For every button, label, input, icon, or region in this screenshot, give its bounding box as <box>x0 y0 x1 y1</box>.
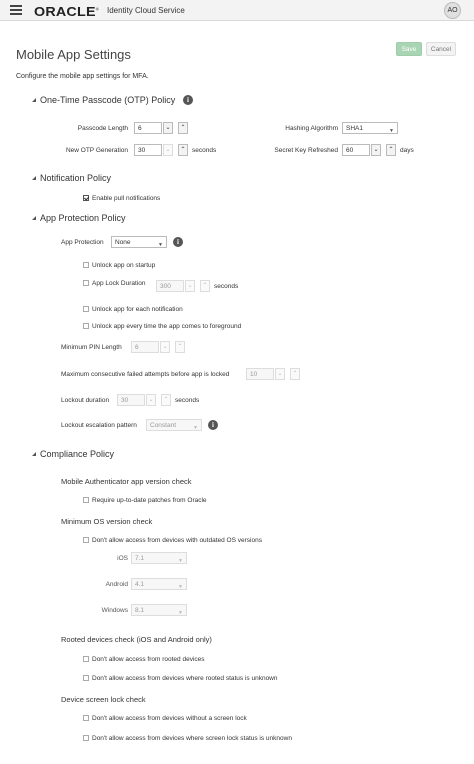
secret-key-increment-icon[interactable]: ⌃ <box>386 144 396 156</box>
authenticator-version-title: Mobile Authenticator app version check <box>61 477 192 486</box>
hashing-algorithm-label: Hashing Algorithm <box>285 125 338 132</box>
rooted-devices-checkbox[interactable] <box>83 656 89 662</box>
otp-policy-heading[interactable]: One-Time Passcode (OTP) Policy <box>32 95 175 105</box>
new-otp-generation-input[interactable]: 30 <box>134 144 162 156</box>
lockout-escalation-value: Constant <box>150 422 177 429</box>
unlock-foreground-checkbox[interactable] <box>83 323 89 329</box>
service-name: Identity Cloud Service <box>107 6 185 15</box>
collapse-triangle-icon <box>32 216 36 220</box>
app-lock-increment-icon[interactable]: ⌃ <box>200 280 210 292</box>
screen-lock-unknown-label: Don't allow access from devices where screen lock status is unknown <box>92 735 292 742</box>
lockout-duration-input[interactable]: 30 <box>117 394 145 406</box>
lockout-escalation-label: Lockout escalation pattern <box>61 422 137 429</box>
user-avatar[interactable]: AO <box>444 2 461 19</box>
no-screen-lock-label: Don't allow access from devices without a screen lock <box>92 715 247 722</box>
app-protection-policy-heading[interactable]: App Protection Policy <box>32 213 126 223</box>
collapse-triangle-icon <box>32 452 36 456</box>
app-protection-label: App Protection <box>61 239 104 246</box>
unlock-each-notification-label: Unlock app for each notification <box>92 306 183 313</box>
min-os-title: Minimum OS version check <box>61 517 153 526</box>
rooted-unknown-checkbox[interactable] <box>83 675 89 681</box>
outdated-os-checkbox[interactable] <box>83 537 89 543</box>
lockout-duration-unit: seconds <box>175 397 200 404</box>
app-lock-decrement-icon[interactable]: ⌄ <box>185 280 195 292</box>
passcode-length-input[interactable]: 6 <box>134 122 162 134</box>
ios-label: iOS <box>117 555 128 562</box>
collapse-triangle-icon <box>32 176 36 180</box>
rooted-unknown-label: Don't allow access from devices where rooted status is unknown <box>92 675 278 682</box>
min-pin-length-label: Minimum PIN Length <box>61 344 122 351</box>
max-failed-decrement-icon[interactable]: ⌄ <box>275 368 285 380</box>
max-failed-attempts-label: Maximum consecutive failed attempts before app is locked <box>61 371 230 378</box>
enable-pull-notifications-label: Enable pull notifications <box>92 195 161 202</box>
require-patches-checkbox[interactable] <box>83 497 89 503</box>
screen-lock-title: Device screen lock check <box>61 695 146 704</box>
chevron-down-icon: ▼ <box>178 610 183 616</box>
android-label: Android <box>105 581 128 588</box>
enable-pull-notifications-checkbox[interactable] <box>83 195 89 201</box>
save-button[interactable]: Save <box>396 42 422 56</box>
secret-key-refreshed-input[interactable]: 60 <box>342 144 370 156</box>
new-otp-increment-icon[interactable]: ⌃ <box>178 144 188 156</box>
min-pin-length-input[interactable]: 6 <box>131 341 159 353</box>
unlock-on-startup-checkbox[interactable] <box>83 262 89 268</box>
outdated-os-label: Don't allow access from devices with outdated OS versions <box>92 537 262 544</box>
android-version-value: 4.1 <box>135 581 145 588</box>
chevron-down-icon: ▼ <box>178 584 183 590</box>
new-otp-unit: seconds <box>192 147 217 154</box>
windows-version-select[interactable] <box>131 604 187 616</box>
chevron-down-icon: ▼ <box>158 242 163 248</box>
unlock-on-startup-label: Unlock app on startup <box>92 262 156 269</box>
hamburger-menu-icon[interactable] <box>10 5 22 15</box>
lockout-escalation-info-icon[interactable]: i <box>208 420 218 430</box>
app-lock-duration-label: App Lock Duration <box>92 280 146 287</box>
no-screen-lock-checkbox[interactable] <box>83 715 89 721</box>
otp-info-icon[interactable]: i <box>183 95 193 105</box>
lockout-escalation-select[interactable] <box>146 419 202 431</box>
new-otp-generation-label: New OTP Generation <box>65 147 128 154</box>
oracle-logo: ORACLE® <box>34 4 100 19</box>
passcode-length-label: Passcode Length <box>77 125 128 132</box>
chevron-down-icon: ▼ <box>178 558 183 564</box>
max-failed-increment-icon[interactable]: ⌃ <box>290 368 300 380</box>
min-pin-increment-icon[interactable]: ⌃ <box>175 341 185 353</box>
lockout-increment-icon[interactable]: ⌃ <box>161 394 171 406</box>
passcode-length-decrement-icon[interactable]: ⌄ <box>163 122 173 134</box>
android-version-select[interactable] <box>131 578 187 590</box>
app-lock-duration-checkbox[interactable] <box>83 280 89 286</box>
new-otp-decrement-icon[interactable]: ⌄ <box>163 144 173 156</box>
screen-lock-unknown-checkbox[interactable] <box>83 735 89 741</box>
app-protection-value: None <box>115 239 131 246</box>
unlock-each-notification-checkbox[interactable] <box>83 306 89 312</box>
rooted-devices-title: Rooted devices check (iOS and Android only) <box>61 635 212 644</box>
page-description: Configure the mobile app settings for MFA. <box>16 73 149 80</box>
unlock-foreground-label: Unlock app every time the app comes to foreground <box>92 323 242 330</box>
lockout-decrement-icon[interactable]: ⌄ <box>146 394 156 406</box>
ios-version-select[interactable] <box>131 552 187 564</box>
secret-key-decrement-icon[interactable]: ⌄ <box>371 144 381 156</box>
min-pin-decrement-icon[interactable]: ⌄ <box>160 341 170 353</box>
chevron-down-icon: ▼ <box>389 128 394 134</box>
windows-label: Windows <box>101 607 128 614</box>
lockout-duration-label: Lockout duration <box>61 397 110 404</box>
chevron-down-icon: ▼ <box>193 425 198 431</box>
notification-policy-heading[interactable]: Notification Policy <box>32 173 111 183</box>
app-header <box>0 0 474 21</box>
secret-key-unit: days <box>400 147 414 154</box>
require-patches-label: Require up-to-date patches from Oracle <box>92 497 207 504</box>
rooted-devices-label: Don't allow access from rooted devices <box>92 656 205 663</box>
app-protection-info-icon[interactable]: i <box>173 237 183 247</box>
collapse-triangle-icon <box>32 98 36 102</box>
secret-key-refreshed-label: Secret Key Refreshed <box>274 147 338 154</box>
ios-version-value: 7.1 <box>135 555 145 562</box>
page-title: Mobile App Settings <box>16 47 131 62</box>
hashing-algorithm-select[interactable] <box>342 122 398 134</box>
hashing-algorithm-value: SHA1 <box>346 125 363 132</box>
app-lock-duration-input[interactable]: 300 <box>156 280 184 292</box>
app-lock-duration-unit: seconds <box>214 283 239 290</box>
cancel-button[interactable]: Cancel <box>426 42 456 56</box>
passcode-length-increment-icon[interactable]: ⌃ <box>178 122 188 134</box>
compliance-policy-heading[interactable]: Compliance Policy <box>32 449 114 459</box>
app-protection-select[interactable] <box>111 236 167 248</box>
windows-version-value: 8.1 <box>135 607 145 614</box>
max-failed-attempts-input[interactable]: 10 <box>246 368 274 380</box>
